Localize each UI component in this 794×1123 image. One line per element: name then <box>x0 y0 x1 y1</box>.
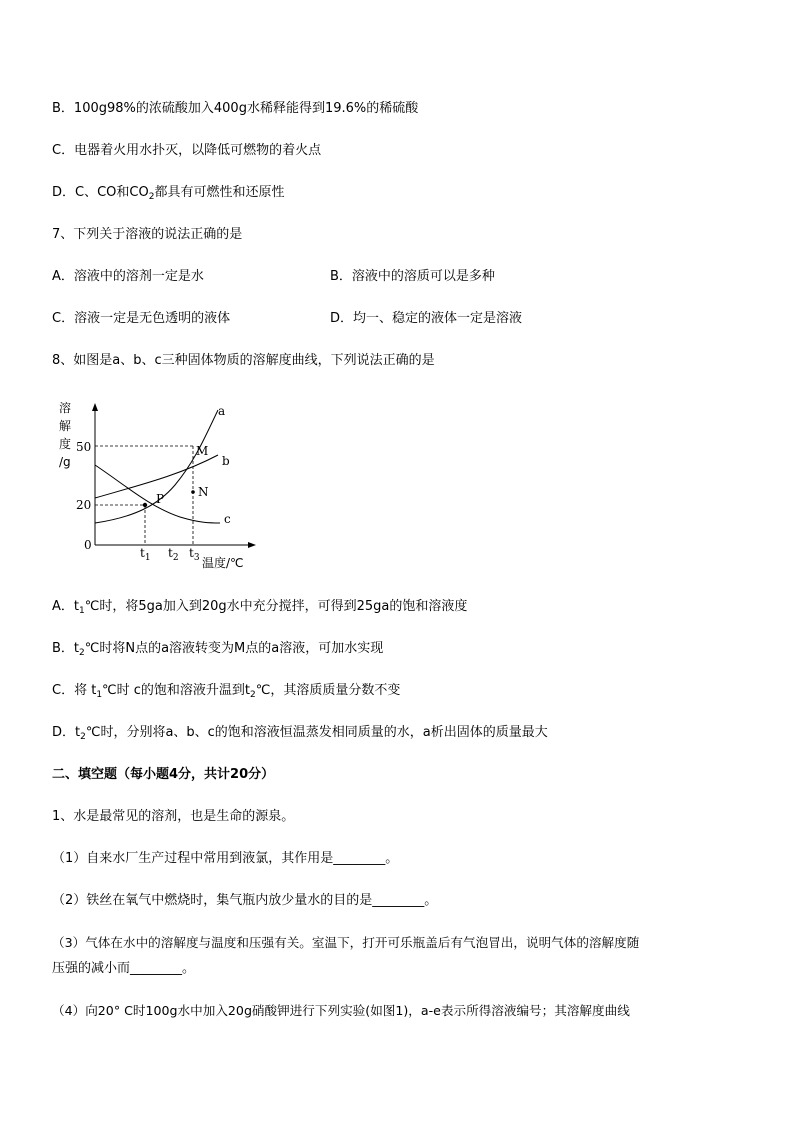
y-tick-label: 20 <box>76 498 92 512</box>
fill-question-1-part-4: （4）向20° C时100g水中加入20g硝酸钾进行下列实验(如图1)，a-e表示所得溶液编号；其溶解度曲线 <box>52 1003 630 1018</box>
question-8: 8、如图是a、b、c三种固体物质的溶解度曲线，下列说法正确的是 <box>52 353 435 368</box>
option-8d <box>52 724 548 742</box>
curve-label-a: a <box>218 404 226 418</box>
fill-question-1-part-1: （1）自来水厂生产过程中常用到液氯，其作用是________。 <box>52 851 399 866</box>
curve-label-b: b <box>222 454 230 468</box>
question-7: 7、下列关于溶液的说法正确的是 <box>52 227 243 242</box>
y-axis-arrow <box>92 403 98 411</box>
option-6d-text: D．C、CO和CO <box>52 185 149 200</box>
section-heading-fill-in: 二、填空题（每小题4分，共计20分） <box>52 767 275 782</box>
x-tick-label: $t_2$ <box>168 546 179 563</box>
option-8c-text: C．将 t <box>52 683 97 698</box>
y-axis-label-char: 溶 <box>59 401 72 415</box>
solubility-chart <box>50 395 260 575</box>
option-7d: D．均一、稳定的液体一定是溶液 <box>330 311 523 326</box>
fill-question-1-part-3-cont: 压强的减小而________。 <box>52 961 196 976</box>
option-8a-text: A．t <box>52 599 79 614</box>
option-8c-text-2: ℃时 c的饱和溶液升温到t <box>102 683 251 698</box>
subscript: 2 <box>148 192 155 202</box>
y-tick-label: 50 <box>76 440 92 454</box>
option-6b: B．100g98%的浓硫酸加入400g水稀释能得到19.6%的稀硫酸 <box>52 101 419 116</box>
option-8b-text-2: ℃时将N点的a溶液转变为M点的a溶液，可加水实现 <box>84 641 384 656</box>
option-8a <box>52 598 467 616</box>
option-8d-text-2: ℃时，分别将a、b、c的饱和溶液恒温蒸发相同质量的水，a析出固体的质量最大 <box>85 725 548 740</box>
x-tick-label: $t_3$ <box>189 546 200 563</box>
option-6d <box>52 184 284 202</box>
option-8c-text-3: ℃，其溶质质量分数不变 <box>255 683 401 698</box>
x-tick-label: $t_1$ <box>140 546 151 563</box>
fill-question-1: 1、水是最常见的溶剂，也是生命的源泉。 <box>52 809 295 824</box>
y-axis-label-char: /g <box>59 455 71 469</box>
point-label-p: P <box>156 492 165 506</box>
option-6d-text-2: 都具有可燃性和还原性 <box>154 185 285 200</box>
option-6c: C．电器着火用水扑灭，以降低可燃物的着火点 <box>52 143 322 158</box>
y-axis-label-char: 解 <box>59 419 72 433</box>
option-8b-text: B．t <box>52 641 80 656</box>
subscript: 2 <box>250 690 256 700</box>
subscript: 2 <box>79 648 85 658</box>
curve-label-c: c <box>224 512 231 526</box>
option-8a-text-2: ℃时，将5ga加入到20g水中充分搅拌，可得到25ga的饱和溶液度 <box>84 599 468 614</box>
option-8d-text: D．t <box>52 725 81 740</box>
point-label-n: N <box>198 485 209 499</box>
y-axis-label-char: 度 <box>59 437 72 451</box>
option-7b: B．溶液中的溶质可以是多种 <box>330 269 495 284</box>
subscript: 2 <box>80 732 86 742</box>
subscript: 1 <box>96 690 103 700</box>
fill-question-1-part-3: （3）气体在水中的溶解度与温度和压强有关。室温下，打开可乐瓶盖后有气泡冒出，说明气体的溶解度随 <box>52 935 640 950</box>
subscript: 1 <box>79 606 85 616</box>
point-p <box>143 503 147 507</box>
option-7c: C．溶液一定是无色透明的液体 <box>52 311 231 326</box>
fill-question-1-part-2: （2）铁丝在氧气中燃烧时，集气瓶内放少量水的目的是________。 <box>52 893 438 908</box>
point-n <box>191 490 195 494</box>
y-tick-label: 0 <box>84 538 92 552</box>
option-8c <box>52 682 400 700</box>
x-axis-arrow <box>248 542 256 548</box>
option-7a: A．溶液中的溶剂一定是水 <box>52 269 204 284</box>
x-axis-label: 温度/℃ <box>202 556 244 570</box>
option-8b <box>52 640 383 658</box>
point-label-m: M <box>196 444 209 458</box>
